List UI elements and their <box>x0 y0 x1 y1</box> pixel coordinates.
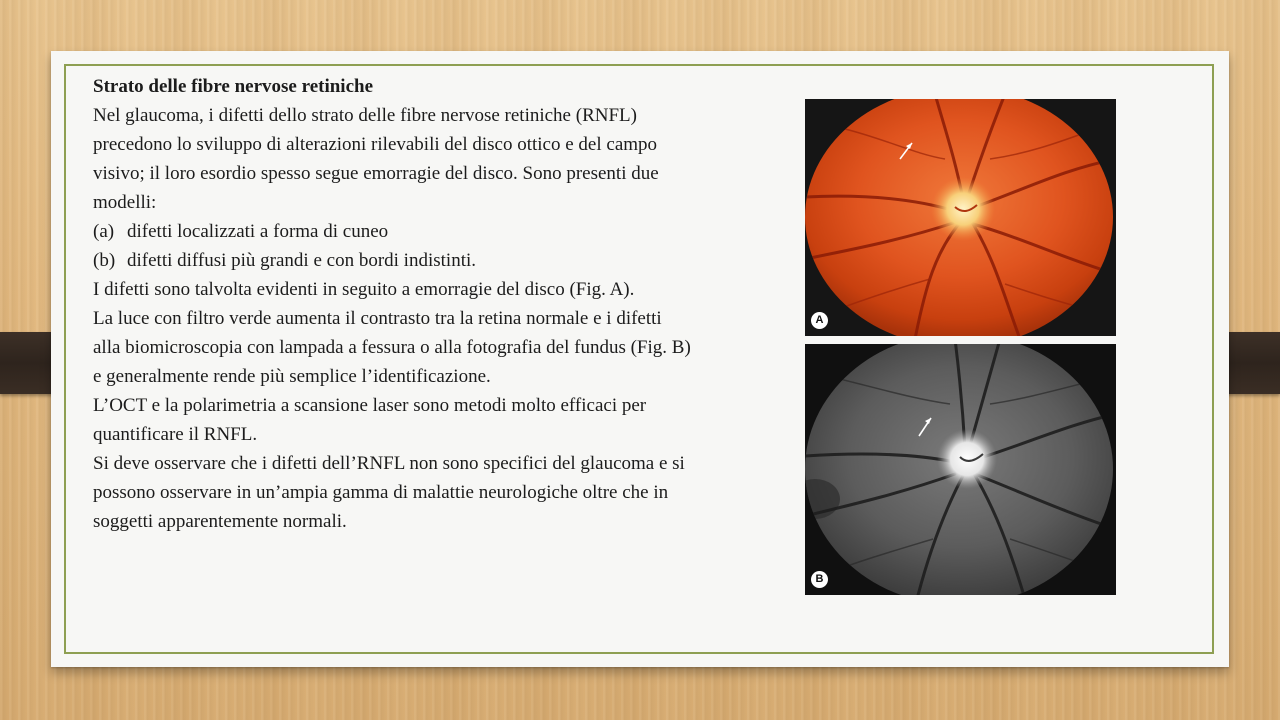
fundus-photo-color <box>805 99 1116 336</box>
paragraph-intro: Nel glaucoma, i difetti dello strato delle fibre nervose retiniche (RNFL) precedono lo sviluppo di alterazioni rilevabili del disco ottico e del campo visivo; il loro esordio spesso segue emorragie del disco. Sono presenti due modelli: <box>93 105 659 213</box>
list-item-text: difetti diffusi più grandi e con bordi indistinti. <box>127 250 476 271</box>
list-marker: (a) <box>93 221 115 242</box>
list-item <box>93 246 693 275</box>
fundus-color-image <box>805 99 1116 336</box>
list-marker: (b) <box>93 250 116 271</box>
fundus-gray-image <box>805 344 1116 595</box>
fundus-photo-red-free <box>805 344 1116 595</box>
slide-heading: Strato delle fibre nervose retiniche <box>93 76 374 97</box>
paragraph-hemorrhage: I difetti sono talvolta evidenti in seguito a emorragie del disco (Fig. A). <box>93 279 635 300</box>
figure-label-a: A <box>811 312 828 329</box>
slide-paper <box>51 51 1229 667</box>
figure-label-b: B <box>811 571 828 588</box>
list-item-text: difetti localizzati a forma di cuneo <box>127 221 389 242</box>
list-item <box>93 217 693 246</box>
slide-text <box>93 72 693 536</box>
paragraph-oct: L’OCT e la polarimetria a scansione laser sono metodi molto efficaci per quantificare il RNFL. <box>93 395 647 445</box>
paragraph-specificity: Si deve osservare che i difetti dell’RNFL non sono specifici del glaucoma e si possono osservare in un’ampia gamma di malattie neurologiche oltre che in soggetti apparentemente normali. <box>93 453 685 532</box>
paragraph-green-filter: La luce con filtro verde aumenta il contrasto tra la retina normale e i difetti alla biomicroscopia con lampada a fessura o alla fotografia del fundus (Fig. B) e generalmente rende più semplice l’identificazione. <box>93 308 691 387</box>
